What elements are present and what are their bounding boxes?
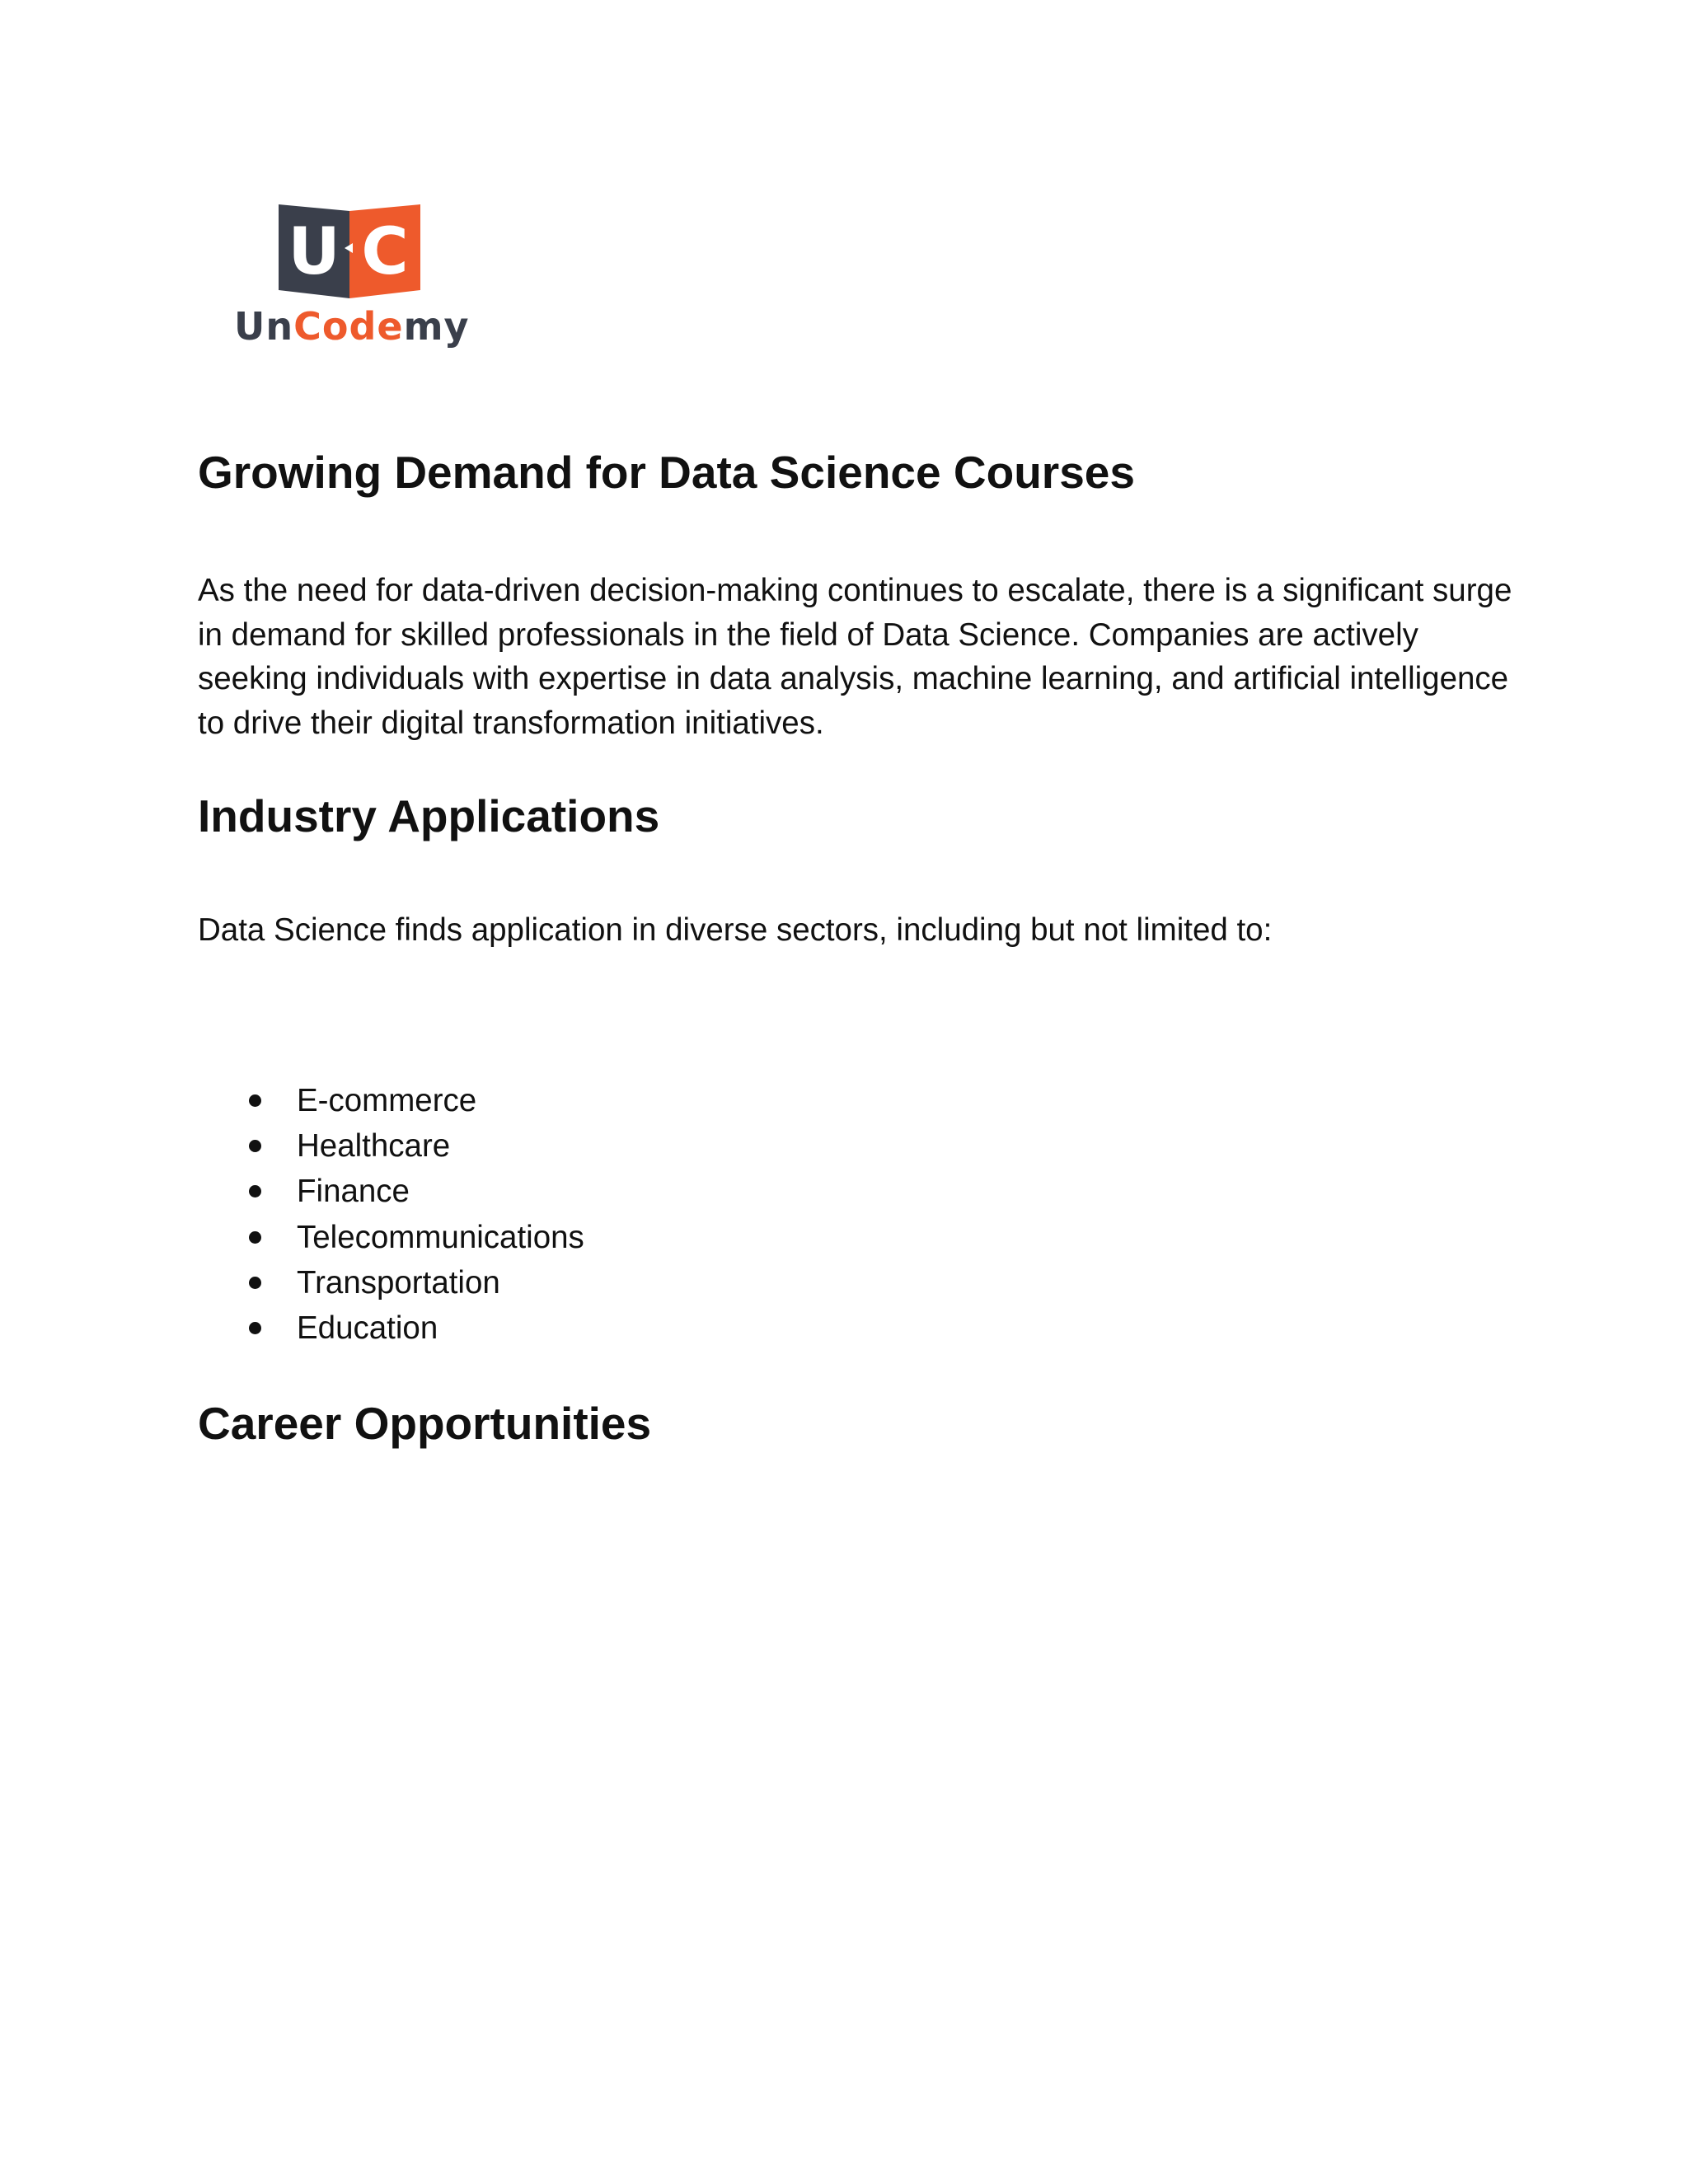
industry-list [198, 1078, 584, 1351]
heading-career-opportunities: Career Opportunities [198, 1398, 652, 1449]
list-item-text: E-commerce [297, 1083, 477, 1118]
bullet-icon [249, 1231, 261, 1244]
list-item [198, 1305, 584, 1351]
wordmark-my: my [403, 304, 470, 349]
list-item-text: Telecommunications [297, 1219, 584, 1255]
heading-industry-applications: Industry Applications [198, 790, 660, 841]
bullet-icon [249, 1140, 261, 1152]
uncodemy-logo [234, 203, 470, 351]
paragraph-growing-demand: As the need for data-driven decision-making continues to escalate, there is a significant surge in demand for skilled professionals in the field of Data Science. Companies are actively seeking individuals with expertise in data analysis, machine learning, and artificial intelligence to drive their digital transformation initiatives. [198, 573, 1512, 741]
heading-growing-demand: Growing Demand for Data Science Courses [198, 447, 1135, 498]
list-item [198, 1123, 584, 1169]
bullet-icon [249, 1322, 261, 1334]
bullet-icon [249, 1277, 261, 1289]
bullet-icon [249, 1185, 261, 1197]
list-item [198, 1169, 584, 1214]
list-item [198, 1078, 584, 1123]
list-item [198, 1260, 584, 1305]
uc-logo-mark [279, 203, 420, 300]
list-item-text: Finance [297, 1174, 410, 1210]
wordmark-code: Code [293, 304, 404, 349]
logo-mark-letter-c: C [361, 215, 409, 289]
list-item-text: Healthcare [297, 1128, 451, 1165]
list-item-text: Education [297, 1310, 438, 1346]
logo-mark-letter-u: U [288, 215, 340, 289]
bullet-icon [249, 1094, 261, 1107]
list-item [198, 1215, 584, 1260]
wordmark-un: Un [234, 304, 294, 349]
logo-wordmark [234, 302, 470, 351]
paragraph-industry-intro: Data Science finds application in diverse sectors, including but not limited to: [198, 912, 1273, 948]
list-item-text: Transportation [297, 1264, 500, 1301]
